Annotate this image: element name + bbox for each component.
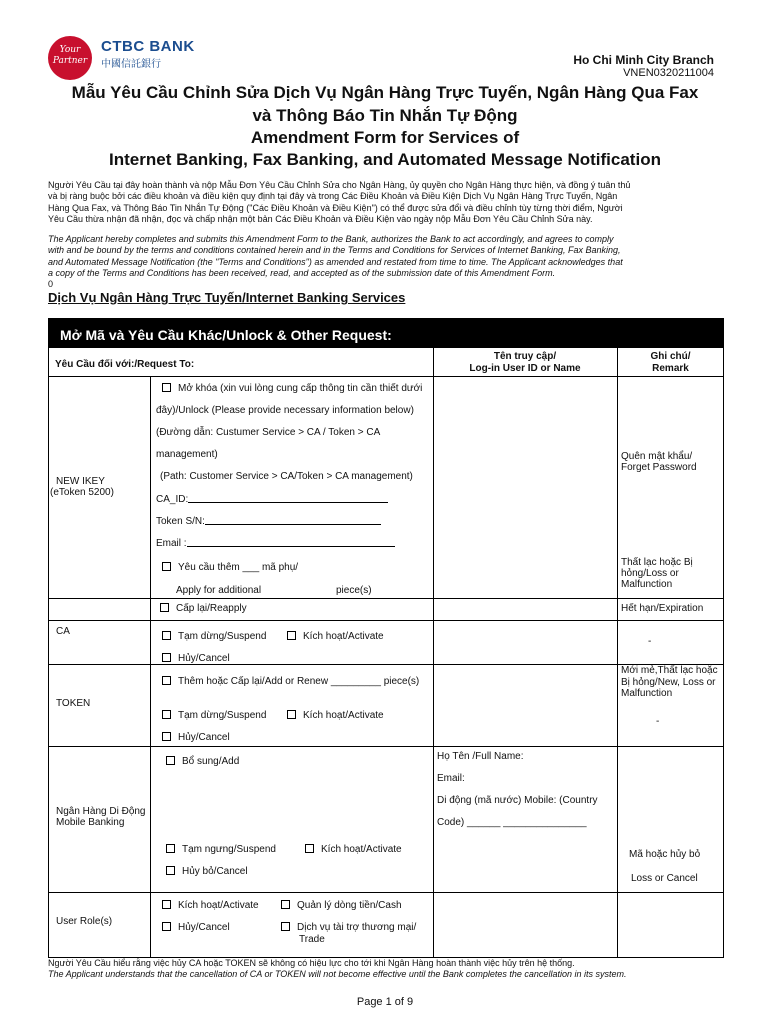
mobile-suspend-label: Tạm ngưng/Suspend bbox=[182, 844, 276, 855]
page-number: Page 1 of 9 bbox=[356, 996, 414, 1008]
intro-vi-line: Người Yêu Cầu tại đây hoàn thành và nộp Mẫu Đơn Yêu Cầu Chỉnh Sửa cho Ngân Hàng, ủy quyền cho Ngân Hàng thực hiện, và đồng ý tuân thủ bbox=[48, 180, 631, 190]
ca-suspend-label: Tạm dừng/Suspend bbox=[178, 631, 267, 642]
token-label: TOKEN bbox=[56, 698, 91, 709]
unlock-label-en: đây)/Unlock (Please provide necessary information below) bbox=[156, 405, 414, 416]
token-suspend-option[interactable] bbox=[162, 710, 266, 721]
mobile-activate-label: Kích hoạt/Activate bbox=[321, 844, 402, 855]
intro-vi bbox=[48, 180, 718, 225]
mobile-add-option[interactable] bbox=[166, 756, 239, 767]
title-en-line2: Internet Banking, Fax Banking, and Automated Message Notification bbox=[109, 150, 661, 169]
mobile-cancel-checkbox[interactable] bbox=[166, 866, 175, 875]
title-vi-line2: và Thông Báo Tin Nhắn Tự Động bbox=[252, 106, 518, 125]
intro-en-line: 0 bbox=[48, 279, 54, 290]
divider bbox=[617, 348, 618, 958]
additional-checkbox[interactable] bbox=[162, 562, 171, 571]
reapply-option[interactable] bbox=[160, 603, 247, 614]
role-trade-checkbox[interactable] bbox=[281, 922, 290, 931]
full-name-field[interactable]: Họ Tên /Full Name: bbox=[437, 751, 524, 762]
remark-expiration: Hết hạn/Expiration bbox=[621, 603, 704, 614]
intro-en-line: and Automated Message Notification (the "Terms and Conditions") as amended and restated from time to time. The Applicant acknowledges that bbox=[48, 256, 623, 267]
remark-loss-3: Malfunction bbox=[621, 579, 673, 590]
mobile-email-field[interactable]: Email: bbox=[437, 773, 465, 784]
token-cancel-option[interactable] bbox=[162, 732, 230, 743]
divider bbox=[433, 348, 434, 958]
unlock-label: Mở khóa (xin vui lòng cung cấp thông tin cần thiết dưới bbox=[178, 383, 423, 394]
token-sn-field[interactable] bbox=[156, 515, 381, 527]
token-activate-label: Kích hoạt/Activate bbox=[303, 710, 384, 721]
token-cancel-label: Hủy/Cancel bbox=[178, 732, 230, 743]
divider bbox=[150, 376, 151, 958]
mobile-remark: Mã hoặc hủy bỏ bbox=[629, 849, 701, 860]
mobile-cancel-label: Hủy bỏ/Cancel bbox=[182, 866, 248, 877]
token-remark-2: Bị hỏng/New, Loss or bbox=[621, 677, 716, 688]
role-activate-checkbox[interactable] bbox=[162, 900, 171, 909]
ca-activate-checkbox[interactable] bbox=[287, 631, 296, 640]
role-cancel-option[interactable] bbox=[162, 922, 230, 933]
branch-name: Ho Chi Minh City Branch bbox=[573, 53, 714, 67]
token-remark-dash: - bbox=[656, 716, 660, 727]
form-title-bar: Mở Mã và Yêu Cầu Khác/Unlock & Other Request: bbox=[48, 318, 724, 348]
email-line[interactable] bbox=[187, 537, 395, 547]
section-title: Dịch Vụ Ngân Hàng Trực Tuyến/Internet Banking Services bbox=[48, 290, 406, 305]
role-activate-option[interactable] bbox=[162, 900, 259, 911]
role-trade-label: Dịch vụ tài trợ thương mại/ bbox=[297, 922, 417, 933]
ikey-label: NEW IKEY bbox=[56, 476, 105, 487]
user-roles-label: User Role(s) bbox=[56, 916, 113, 927]
title-en-line1: Amendment Form for Services of bbox=[250, 128, 520, 147]
col-header-login-en: Log-in User ID or Name bbox=[469, 363, 581, 374]
ca-activate-label: Kích hoạt/Activate bbox=[303, 631, 384, 642]
intro-en-line: The Applicant hereby completes and submits this Amendment Form to the Bank, authorizes the Bank to act accordingly, and agrees to comply bbox=[48, 234, 614, 244]
token-remark: Mới mẻ,Thất lạc hoặc bbox=[621, 665, 718, 676]
ca-cancel-label: Hủy/Cancel bbox=[178, 653, 230, 664]
col-header-remark-en: Remark bbox=[652, 363, 689, 374]
role-trade-label-en: Trade bbox=[299, 934, 325, 945]
ca-suspend-checkbox[interactable] bbox=[162, 631, 171, 640]
token-activate-checkbox[interactable] bbox=[287, 710, 296, 719]
ca-cancel-option[interactable] bbox=[162, 653, 230, 664]
ctbc-logo-icon: Your Partner bbox=[48, 36, 92, 80]
token-activate-option[interactable] bbox=[287, 710, 384, 721]
unlock-checkbox[interactable] bbox=[162, 383, 171, 392]
ca-label: CA bbox=[56, 626, 70, 637]
role-cancel-label: Hủy/Cancel bbox=[178, 922, 230, 933]
col-header-request: Yêu Cầu đối với:/Request To: bbox=[55, 359, 195, 370]
footer-note-vi: Người Yêu Cầu hiểu rằng việc hủy CA hoặc TOKEN sẽ không có hiệu lực cho tới khi Ngân Hàng hoàn thành việc hủy trên hệ thống. bbox=[48, 958, 575, 968]
ca-activate-option[interactable] bbox=[287, 631, 384, 642]
mobile-cancel-option[interactable] bbox=[166, 866, 248, 877]
intro-en-line: with and be bound by the terms and conditions contained herein and in the Terms and Conditions for Services of Internet Banking, Fax Banking, bbox=[48, 245, 621, 256]
role-activate-label: Kích hoạt/Activate bbox=[178, 900, 259, 911]
unlock-option[interactable] bbox=[162, 383, 422, 394]
mobile-number-field[interactable]: Code) ______ _______________ bbox=[437, 817, 587, 828]
intro-vi-line: Hàng Qua Fax, và Thông Báo Tin Nhắn Tự Động ("Các Điều Khoản và Điều Kiện") có thể được sửa đổi và điều chỉnh tùy từng thời điểm, Người bbox=[48, 202, 623, 213]
footer-note-en: The Applicant understands that the cancellation of CA or TOKEN will not become effective until the Bank completes the cancellation in its system. bbox=[48, 969, 627, 979]
form-reference: VNEN0320211004 bbox=[623, 67, 714, 79]
remark-loss: Thất lạc hoặc Bị bbox=[621, 557, 693, 568]
col-header-login-vi: Tên truy cập/ bbox=[493, 351, 557, 362]
additional-option[interactable] bbox=[162, 562, 298, 573]
ca-remark: - bbox=[648, 636, 652, 647]
additional-pieces: piece(s) bbox=[336, 585, 372, 596]
token-sn-line[interactable] bbox=[205, 515, 381, 525]
token-add-label: Thêm hoặc Cấp lại/Add or Renew _________ piece(s) bbox=[178, 676, 420, 687]
mobile-activate-checkbox[interactable] bbox=[305, 844, 314, 853]
email-field[interactable] bbox=[156, 537, 395, 549]
token-cancel-checkbox[interactable] bbox=[162, 732, 171, 741]
remark-forget: Quên mật khẩu/ bbox=[621, 451, 693, 462]
token-sn-label: Token S/N: bbox=[156, 516, 205, 527]
remark-forget-en: Forget Password bbox=[621, 462, 697, 473]
mobile-activate-option[interactable] bbox=[305, 844, 402, 855]
additional-label-en: Apply for additional bbox=[176, 585, 262, 596]
reapply-checkbox[interactable] bbox=[160, 603, 169, 612]
ca-cancel-checkbox[interactable] bbox=[162, 653, 171, 662]
intro-en-line: a copy of the Terms and Conditions has been received, read, and accepted as of the submission date of this Amendment Form. bbox=[48, 267, 556, 278]
mobile-number-label: Di động (mã nước) Mobile: (Country bbox=[437, 795, 598, 806]
intro-vi-line: Yêu Cầu thừa nhận đã nhận, đọc và chấp nhận một bản Các Điều Khoản và Điều Kiện vào ngày nộp Mẫu Đơn Yêu Cầu Chỉnh Sửa này. bbox=[48, 213, 593, 224]
mobile-suspend-option[interactable] bbox=[166, 844, 276, 855]
role-cash-option[interactable] bbox=[281, 900, 402, 911]
ca-id-field[interactable] bbox=[156, 493, 388, 505]
brand-name: CTBC BANK bbox=[101, 38, 195, 55]
mobile-label: Ngân Hàng Di Động bbox=[56, 806, 146, 817]
reapply-label: Cấp lại/Reapply bbox=[176, 603, 247, 614]
mobile-add-checkbox[interactable] bbox=[166, 756, 175, 765]
intro-vi-line: và bị ràng buộc bởi các điều khoản và điều kiện quy định tại đây và trong Các Điều Khoản và Điều Kiện Dịch Vụ Ngân Hàng Trực Tuyến, Ngân bbox=[48, 191, 618, 202]
role-cancel-checkbox[interactable] bbox=[162, 922, 171, 931]
role-trade-option[interactable] bbox=[281, 922, 416, 933]
mobile-suspend-checkbox[interactable] bbox=[166, 844, 175, 853]
email-label: Email : bbox=[156, 538, 187, 549]
path-en: (Path: Customer Service > CA/Token > CA management) bbox=[160, 471, 413, 482]
additional-label: Yêu cầu thêm ___ mã phụ/ bbox=[178, 562, 299, 573]
divider bbox=[48, 747, 49, 748]
title-vi-line1: Mẫu Yêu Cầu Chỉnh Sửa Dịch Vụ Ngân Hàng Trực Tuyến, Ngân Hàng Qua Fax bbox=[71, 83, 699, 102]
intro-en bbox=[48, 234, 718, 290]
brand-subtitle: 中國信託銀行 bbox=[101, 59, 161, 70]
ca-id-label: CA_ID: bbox=[156, 494, 189, 505]
token-suspend-label: Tạm dừng/Suspend bbox=[178, 710, 267, 721]
token-add-option[interactable] bbox=[162, 676, 419, 687]
token-add-checkbox[interactable] bbox=[162, 676, 171, 685]
role-cash-label: Quản lý dòng tiền/Cash bbox=[297, 900, 402, 911]
token-remark-3: Malfunction bbox=[621, 688, 673, 699]
col-header-remark-vi: Ghi chú/ bbox=[650, 351, 691, 362]
mobile-label-en: Mobile Banking bbox=[56, 817, 125, 828]
remark-loss-2: hỏng/Loss or bbox=[621, 568, 679, 579]
mobile-add-label: Bổ sung/Add bbox=[182, 756, 240, 767]
mobile-remark-en: Loss or Cancel bbox=[631, 873, 698, 884]
path-vi-cont: management) bbox=[156, 449, 218, 460]
ikey-model: (eToken 5200) bbox=[50, 487, 114, 498]
role-cash-checkbox[interactable] bbox=[281, 900, 290, 909]
ca-id-line[interactable] bbox=[188, 493, 388, 503]
token-suspend-checkbox[interactable] bbox=[162, 710, 171, 719]
ca-suspend-option[interactable] bbox=[162, 631, 266, 642]
path-vi: (Đường dẫn: Custumer Service > CA / Token > CA bbox=[156, 427, 381, 438]
